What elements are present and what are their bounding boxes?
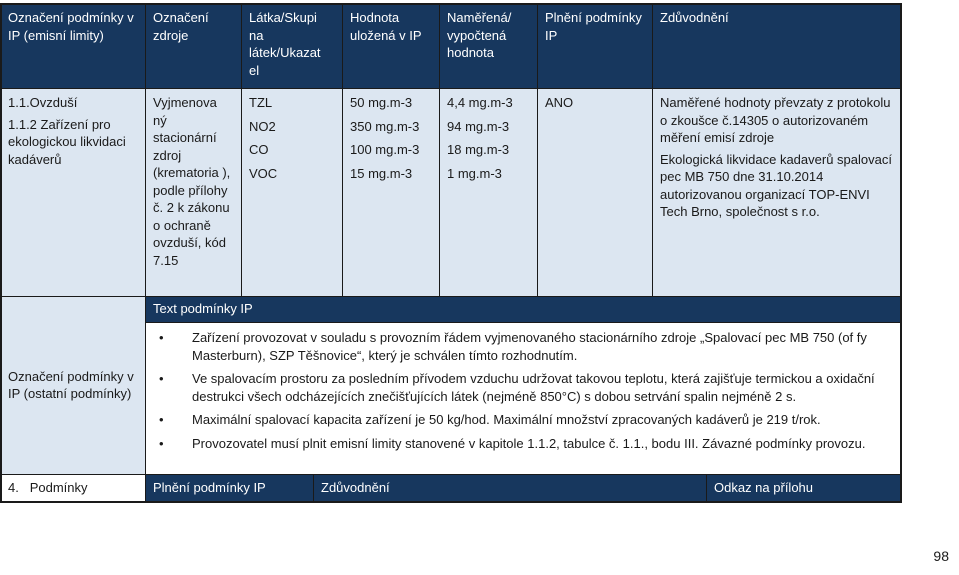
condition-item: • Provozovatel musí plnit emisní limity stanovené v kapitole 1.1.2, tabulce č. 1.1., bodu III. Závazné podmínky provozu. xyxy=(159,435,866,451)
limit-value: 15 mg.m-3 xyxy=(350,165,413,181)
divider xyxy=(241,3,242,296)
measured-value: 1 mg.m-3 xyxy=(447,165,502,181)
footer-attachment: Odkaz na přílohu xyxy=(706,474,902,502)
divider xyxy=(0,88,902,89)
bullet-icon: • xyxy=(159,435,164,451)
text-condition-header: Text podmínky IP xyxy=(145,296,902,322)
header-measured: Naměřená/ vypočtená hodnota xyxy=(439,3,537,88)
other-conditions-label: Označení podmínky v IP (ostatní podmínky) xyxy=(0,296,145,474)
measured-value: 4,4 mg.m-3 xyxy=(447,95,513,110)
measured-value: 94 mg.m-3 xyxy=(447,118,510,134)
footer-fulfilled: Plnění podmínky IP xyxy=(145,474,313,502)
substance-value: CO xyxy=(249,142,269,157)
footer-reason: Zdůvodnění xyxy=(313,474,706,502)
substance-value: VOC xyxy=(249,165,278,181)
divider xyxy=(537,3,538,296)
measured-value: 18 mg.m-3 xyxy=(447,142,510,157)
condition-item: • Maximální spalovací kapacita zařízení je 50 kg/hod. Maximální množství zpracovaných kadáverů je 219 t/rok. xyxy=(159,412,821,427)
bullet-icon: • xyxy=(159,371,164,386)
condition-item: • Ve spalovacím prostoru za posledním přívodem vzduchu udržovat takovou teplotu, která zajišťuje termickou a oxidační destrukci všech odcházejících znečišťujících látek (nejméně 850°C) s dobou setrvání spalin nejméně 2 s. xyxy=(159,371,875,404)
page-number: 98 xyxy=(933,548,949,564)
bullet-icon: • xyxy=(159,330,164,345)
header-limit: Hodnota uložená v IP xyxy=(342,3,439,88)
divider xyxy=(706,474,707,502)
condition-section: 1.1.Ovzduší xyxy=(8,95,78,110)
header-reason: Zdůvodnění xyxy=(652,3,902,88)
substance-value: TZL xyxy=(249,95,273,110)
divider xyxy=(0,296,902,297)
table-border xyxy=(0,3,902,503)
footer-label: Podmínky xyxy=(29,480,88,495)
row-source: Vyjmenova ný stacionární zdroj (krematoria ), podle přílohy č. 2 k zákonu o ochraně ovzduší, kód 7.15 xyxy=(145,88,241,296)
header-fulfilled: Plnění podmínky IP xyxy=(537,3,652,88)
bullet-icon: • xyxy=(159,412,164,427)
substance-value: NO2 xyxy=(249,118,276,134)
divider xyxy=(145,322,902,323)
row-fulfilled: ANO xyxy=(537,88,652,296)
divider xyxy=(342,3,343,296)
header-substance: Látka/Skupi na látek/Ukazat el xyxy=(241,3,342,88)
divider xyxy=(439,3,440,296)
divider xyxy=(313,474,314,502)
reason-measurement: Ekologická likvidace kadaverů spalovací pec MB 750 dne 31.10.2014 autorizovanou organizací TOP-ENVI Tech Brno, společnost s r.o. xyxy=(660,151,892,219)
divider xyxy=(145,3,146,502)
header-condition: Označení podmínky v IP (emisní limity) xyxy=(0,3,145,88)
reason-protocol: Naměřené hodnoty převzaty z protokolu o zkoušce č.14305 o autorizovaném měření emisí zdroje xyxy=(660,95,891,145)
limit-value: 50 mg.m-3 xyxy=(350,95,413,110)
footer-number: 4. xyxy=(8,480,19,495)
limit-value: 350 mg.m-3 xyxy=(350,118,420,134)
divider xyxy=(652,3,653,296)
condition-item: • Zařízení provozovat v souladu s provozním řádem vyjmenovaného stacionárního zdroje „Spalovací pec MB 750 (of fy Masterburn), SZP Těšnovice“, který je schválen tímto rozhodnutím. xyxy=(159,330,867,363)
limit-value: 100 mg.m-3 xyxy=(350,142,420,157)
header-source: Označení zdroje xyxy=(145,3,241,88)
divider xyxy=(0,474,902,475)
condition-item: 1.1.2 Zařízení pro ekologickou likvidaci kadáverů xyxy=(8,116,126,167)
